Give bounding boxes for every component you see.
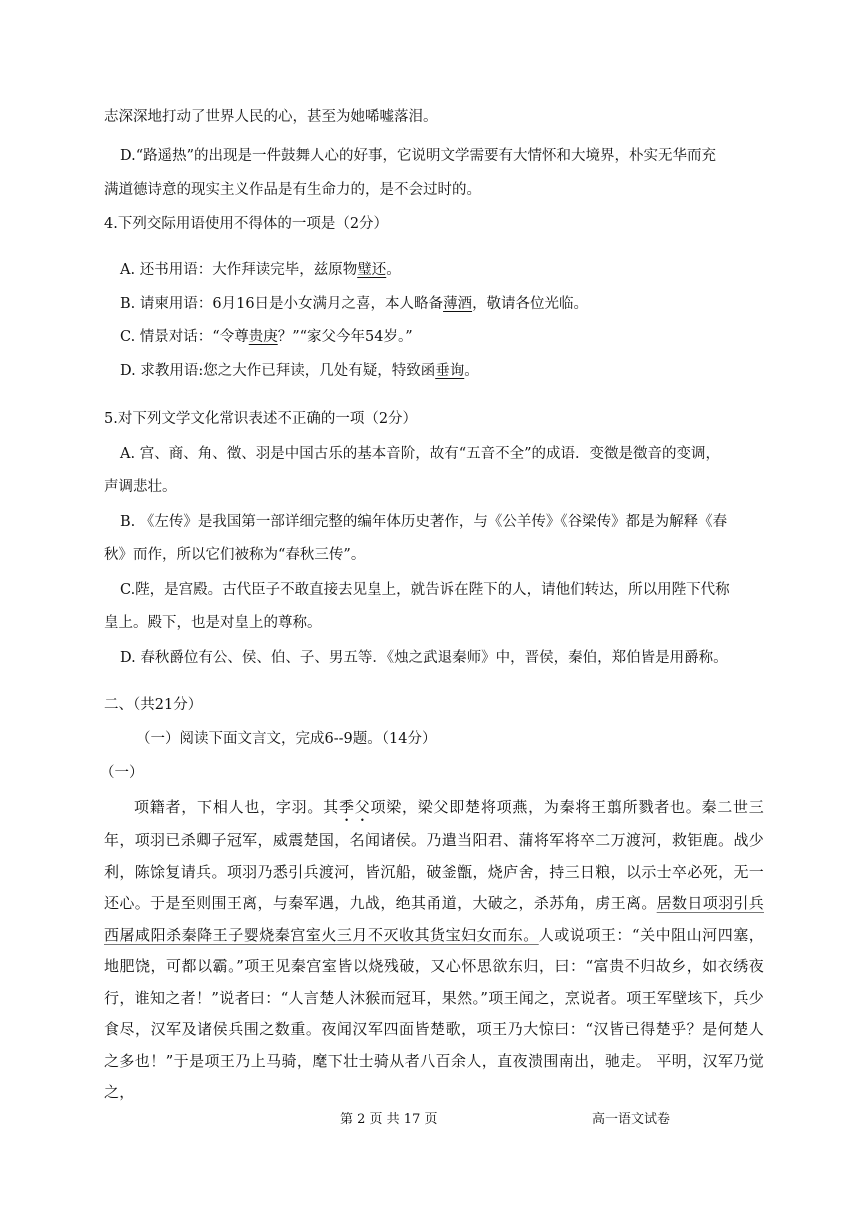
page-number: 第 2 页 共 17 页: [340, 1112, 438, 1127]
q4-a-end: 。: [386, 262, 401, 278]
q4-c-underlined: 贵庚: [248, 329, 278, 345]
q4-d-end: 。: [464, 363, 479, 379]
passage-dotted-word: 季父: [338, 798, 371, 816]
q5-option-c-line2: 皇上。殿下，也是对皇上的尊称。: [104, 615, 322, 631]
q3-option-d-line1: D.“路遥热”的出现是一件鼓舞人心的好事，它说明文学需要有大情怀和大境界，朴实无华而充: [120, 148, 717, 164]
q5-stem: 5.对下列文学文化常识表述不正确的一项（2分）: [104, 411, 418, 427]
q4-option-d: [120, 354, 780, 388]
q4-c-text: C. 情景对话：“令尊: [120, 329, 249, 345]
section-heading: 二、（共21分）: [104, 697, 203, 713]
q3-option-c-tail: 志深深地打动了世界人民的心，甚至为她唏嘘落泪。: [104, 109, 438, 125]
passage-text-2: 项梁，梁父即楚将项燕，为秦将王翦所戮者也。秦二世三年，项羽已杀卿子冠军，威震楚国，名闻诸侯。乃遣当阳君、蒲将军将卒二万渡河，救钜鹿。战少利，陈馀复请兵。项羽乃悉引兵渡河，皆沉船，破釜甑，烧庐舍，持三日粮，以示士卒必死，无一还心。于是至则围王离，与秦军遇，九战，绝其甬道，大破之，杀苏角，虏王离。: [104, 798, 764, 912]
q4-option-c: [120, 320, 780, 354]
q5-option-c-line1: C.陛，是宫殿。古代臣子不敢直接去见皇上，就告诉在陛下的人，请他们转达，所以用陛下代称: [120, 582, 730, 598]
q5-option-a-line2: 声调悲壮。: [104, 479, 177, 495]
passage-marker: （一）: [100, 765, 144, 781]
q5-option-d: D. 春秋爵位有公、侯、伯、子、男五等．《烛之武退秦师》中，晋侯，秦伯，郑伯皆是用爵称。: [120, 650, 728, 666]
q4-option-a: [120, 253, 780, 287]
passage-text-3: 人或说项王：“关中阻山河四塞，地肥饶，可都以霸。”项王见秦宫室皆以烧残破，又心怀思欲东归，曰：“富贵不归故乡，如衣绣夜行，谁知之者！”说者曰：“人言楚人沐猴而冠耳，果然。”项王闻之，烹说者。项王军壁垓下，兵少食尽，汉军及诸侯兵围之数重。夜闻汉军四面皆楚歌，项王乃大惊曰：“汉皆已得楚乎？是何楚人之多也！”于是项王乃上马骑，麾下壮士骑从者八百余人，直夜溃围南出，驰走。 平明，汉军乃觉之，: [104, 925, 764, 1101]
passage-text-1: 项籍者，下相人也，字羽。其: [134, 798, 339, 816]
q3-option-d-line2: 满道德诗意的现实主义作品是有生命力的，是不会过时的。: [104, 182, 481, 198]
q4-b-end: ，敬请各位光临。: [472, 296, 589, 312]
passage-underlined-sentence: 居数日项羽引兵西屠咸阳杀秦降王子婴烧秦宫室火三月不灭收其货宝妇女而东。: [104, 894, 764, 944]
q4-d-underlined: 垂询: [435, 363, 465, 379]
q4-b-text: B. 请柬用语：6月16日是小女满月之喜，本人略备: [120, 296, 444, 312]
q4-d-text: D. 求教用语:您之大作已拜读，几处有疑，特致函: [120, 363, 436, 379]
q4-c-end: ？”“家父今年54岁。”: [277, 329, 413, 345]
q4-option-b: [120, 287, 780, 321]
q4-stem: 4.下列交际用语使用不得体的一项是（2分）: [104, 216, 389, 232]
q4-b-underlined: 薄酒: [443, 296, 473, 312]
section-subheading: （一）阅读下面文言文，完成6--9题。（14分）: [136, 731, 437, 747]
q5-option-a-line1: A. 宫、商、角、徵、羽是中国古乐的基本音阶，故有“五音不全”的成语．变徵是徵音的变调，: [120, 446, 721, 462]
classical-passage: [104, 792, 764, 1109]
q5-option-b-line1: B. 《左传》是我国第一部详细完整的编年体历史著作，与《公羊传》《谷梁传》都是为解释《春: [120, 514, 728, 530]
q5-option-b-line2: 秋》而作，所以它们被称为“春秋三传”。: [104, 547, 366, 563]
exam-title: 高一语文试卷: [592, 1112, 671, 1127]
q4-a-text: A. 还书用语：大作拜读完毕，兹原物: [120, 262, 358, 278]
q4-a-underlined: 璧还: [357, 262, 387, 278]
